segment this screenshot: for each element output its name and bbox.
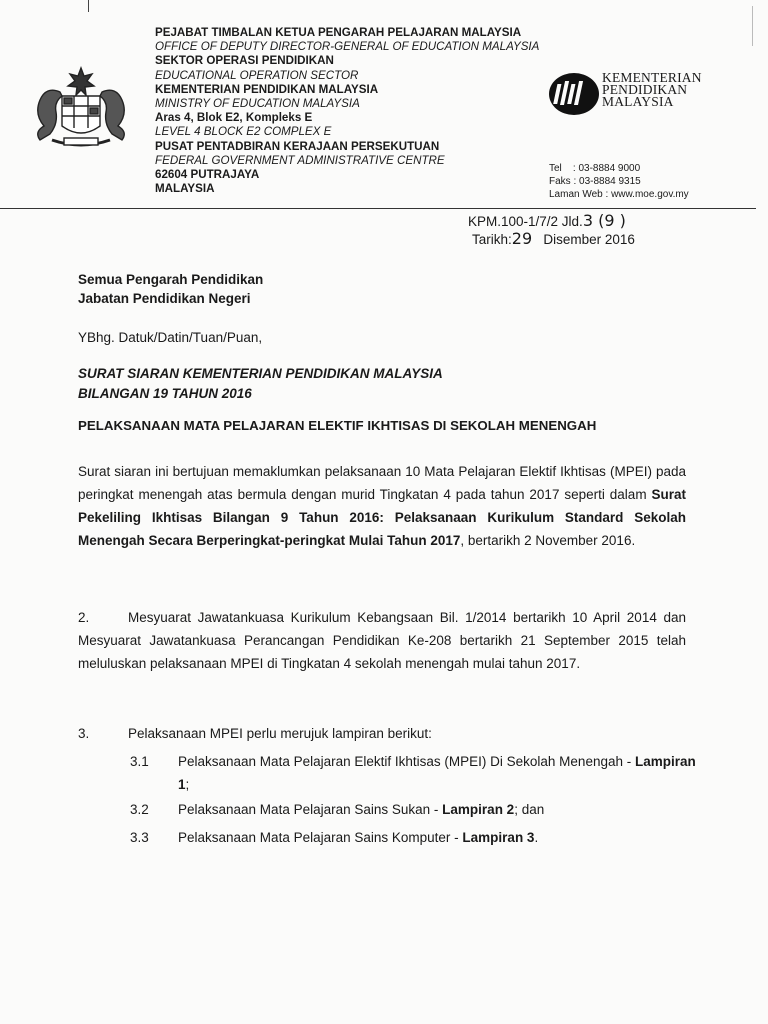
letterhead-line: FEDERAL GOVERNMENT ADMINISTRATIVE CENTRE xyxy=(155,153,445,167)
reference-number-handwritten: 3 (9 ) xyxy=(582,211,626,230)
recipient-block xyxy=(78,270,263,308)
letterhead-line: 62604 PUTRAJAYA xyxy=(155,168,260,182)
list-item-text xyxy=(178,750,698,796)
ministry-logo-line: PENDIDIKAN xyxy=(602,82,688,97)
list-item-text xyxy=(178,798,698,821)
letterhead-divider xyxy=(0,208,756,209)
list-item-label: Pelaksanaan Mata Pelajaran Sains Sukan - xyxy=(178,802,443,817)
paragraph-number: 2. xyxy=(78,610,90,625)
circular-reference: Surat Pekeliling Ikhtisas Bilangan 9 Tahun 2016: Pelaksanaan Kurikulum Standard Sekolah Menengah Secara Berperingkat-peringkat Mulai Tahun 2017 xyxy=(78,487,686,548)
letterhead-line: PUSAT PENTADBIRAN KERAJAAN PERSEKUTUAN xyxy=(155,139,440,153)
letterhead-line: Aras 4, Blok E2, Kompleks E xyxy=(155,111,313,125)
paragraph-3 xyxy=(78,722,678,745)
list-item-number: 3.1 xyxy=(130,754,149,769)
list-item-tail: . xyxy=(534,830,539,845)
reference-block xyxy=(468,212,635,248)
letterhead-line: OFFICE OF DEPUTY DIRECTOR-GENERAL OF EDUCATION MALAYSIA xyxy=(155,40,540,54)
list-item-label: Pelaksanaan Mata Pelajaran Elektif Ikhtisas (MPEI) Di Sekolah Menengah - xyxy=(178,754,635,769)
reference-number xyxy=(468,212,635,230)
ministry-logo-line: KEMENTERIAN xyxy=(602,70,702,85)
paragraph-text: Mesyuarat Jawatankuasa Kurikulum Kebangsaan Bil. 1/2014 bertarikh 10 April 2014 dan Mesyuarat Jawatankuasa Perancangan Pendidikan Ke-208 bertarikh 21 September 2015 telah meluluskan pelaksanaan MPEI di Tingkatan 4 sekolah menengah mulai tahun 2017. xyxy=(78,610,686,671)
letterhead-line: LEVEL 4 BLOCK E2 COMPLEX E xyxy=(155,125,332,139)
reference-date xyxy=(468,230,635,248)
scan-mark xyxy=(88,0,89,12)
contact-tel: Tel : 03-8884 9000 xyxy=(549,163,641,174)
contact-fax: Faks : 03-8884 9315 xyxy=(549,176,641,187)
date-day-handwritten: 29 xyxy=(511,229,533,248)
contact-details xyxy=(549,162,689,201)
coat-of-arms-icon xyxy=(22,62,140,154)
circular-title xyxy=(78,364,443,404)
list-item-label: Pelaksanaan Mata Pelajaran Sains Komputer - xyxy=(178,830,463,845)
list-item-text xyxy=(178,826,698,849)
scan-edge-mark xyxy=(752,6,753,46)
attachment-reference: Lampiran 3 xyxy=(462,830,535,845)
list-item xyxy=(130,798,710,821)
paragraph-1 xyxy=(78,460,686,552)
letterhead-line: MALAYSIA xyxy=(155,182,215,196)
ministry-logo-wordmark xyxy=(602,72,702,108)
reference-number-printed: KPM.100-1/7/2 Jld. xyxy=(468,214,583,229)
letterhead-line: SEKTOR OPERASI PENDIDIKAN xyxy=(155,54,334,68)
letterhead-address xyxy=(155,26,539,196)
date-month-year: Disember 2016 xyxy=(543,232,635,247)
letterhead-line: EDUCATIONAL OPERATION SECTOR xyxy=(155,68,359,82)
circular-number-line: BILANGAN 19 TAHUN 2016 xyxy=(78,386,252,401)
recipient-line: Jabatan Pendidikan Negeri xyxy=(78,291,251,306)
letter-subject: PELAKSANAAN MATA PELAJARAN ELEKTIF IKHTISAS DI SEKOLAH MENENGAH xyxy=(78,418,597,433)
list-item-number: 3.2 xyxy=(130,802,149,817)
list-item-number: 3.3 xyxy=(130,830,149,845)
recipient-line: Semua Pengarah Pendidikan xyxy=(78,272,264,287)
attachment-reference: Lampiran 2 xyxy=(442,802,515,817)
paragraph-text: , bertarikh 2 November 2016. xyxy=(460,533,636,548)
letterhead-line: KEMENTERIAN PENDIDIKAN MALAYSIA xyxy=(155,82,379,96)
circular-title-line: SURAT SIARAN KEMENTERIAN PENDIDIKAN MALAYSIA xyxy=(78,366,443,381)
ministry-logo-icon xyxy=(548,72,600,116)
contact-website: Laman Web : www.moe.gov.my xyxy=(549,189,689,200)
attachment-reference: Lampiran 1 xyxy=(178,754,696,792)
list-item-tail: ; xyxy=(185,777,190,792)
list-item xyxy=(130,826,710,849)
paragraph-2 xyxy=(78,606,686,675)
paragraph-text: Pelaksanaan MPEI perlu merujuk lampiran berikut: xyxy=(128,726,432,741)
list-item xyxy=(130,750,710,796)
list-item-tail: ; dan xyxy=(514,802,545,817)
paragraph-text: Surat siaran ini bertujuan memaklumkan pelaksanaan 10 Mata Pelajaran Elektif Ikhtisas (MPEI) pada peringkat menengah atas bermula dengan murid Tingkatan 4 pada tahun 2017 seperti dalam xyxy=(78,464,686,502)
paragraph-number: 3. xyxy=(78,726,90,741)
letterhead-line: PEJABAT TIMBALAN KETUA PENGARAH PELAJARAN MALAYSIA xyxy=(155,26,522,39)
ministry-logo-line: MALAYSIA xyxy=(602,94,674,109)
salutation: YBhg. Datuk/Datin/Tuan/Puan, xyxy=(78,330,263,345)
letterhead-line: MINISTRY OF EDUCATION MALAYSIA xyxy=(155,97,360,111)
date-label: Tarikh: xyxy=(472,232,512,247)
